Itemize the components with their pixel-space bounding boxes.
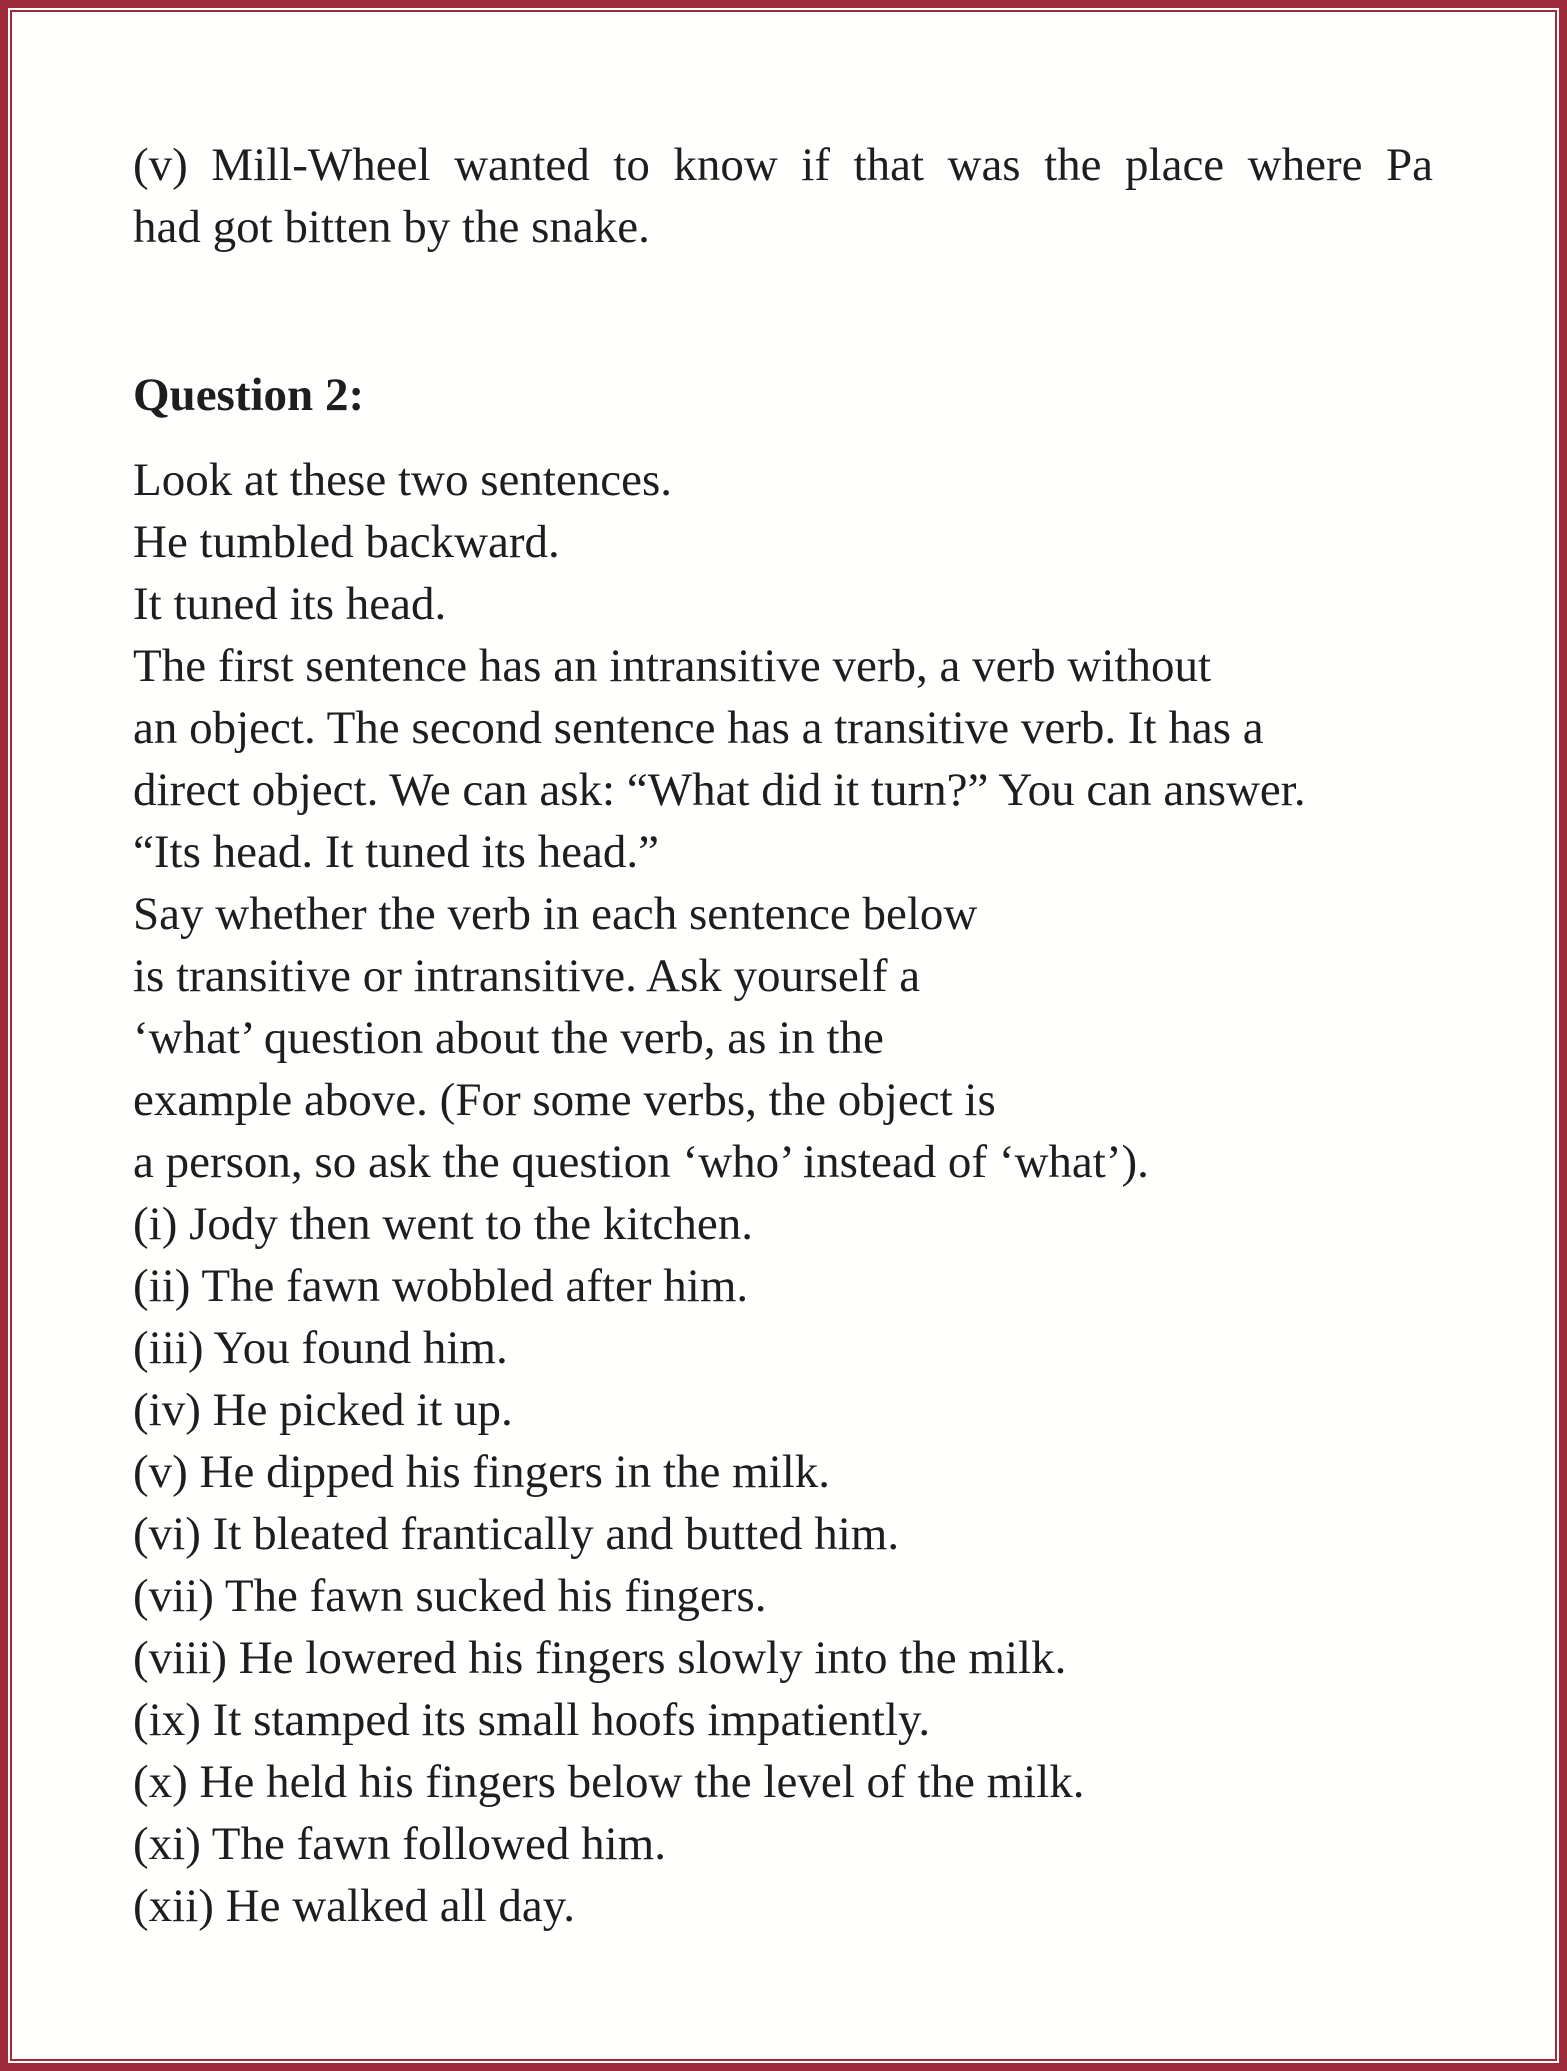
exercise-item: (xi) The fawn followed him.	[133, 1818, 666, 1870]
exercise-item: (xii) He walked all day.	[133, 1880, 575, 1932]
question-body	[133, 449, 1433, 1937]
intro-line: a person, so ask the question ‘who’ instead of ‘what’).	[133, 1136, 1149, 1188]
exercise-item: (viii) He lowered his fingers slowly into the milk.	[133, 1632, 1067, 1684]
exercise-item: (vii) The fawn sucked his fingers.	[133, 1570, 767, 1622]
text-line: had got bitten by the snake.	[133, 201, 650, 253]
exercise-item: (i) Jody then went to the kitchen.	[133, 1198, 753, 1250]
exercise-item: (ii) The fawn wobbled after him.	[133, 1260, 749, 1312]
exercise-item: (iv) He picked it up.	[133, 1384, 513, 1436]
exercise-item: (x) He held his fingers below the level of the milk.	[133, 1756, 1085, 1808]
previous-answer	[133, 134, 1433, 258]
intro-line: The first sentence has an intransitive verb, a verb without	[133, 640, 1212, 692]
exercise-item: (iii) You found him.	[133, 1322, 508, 1374]
intro-line: an object. The second sentence has a transitive verb. It has a	[133, 702, 1264, 754]
exercise-item: (v) He dipped his fingers in the milk.	[133, 1446, 831, 1498]
intro-line: It tuned its head.	[133, 578, 447, 630]
intro-line: Look at these two sentences.	[133, 454, 673, 506]
question-heading: Question 2:	[133, 369, 365, 421]
intro-line: direct object. We can ask: “What did it turn?” You can answer.	[133, 764, 1306, 816]
exercise-item: (vi) It bleated frantically and butted him.	[133, 1508, 900, 1560]
intro-line: ‘what’ question about the verb, as in the	[133, 1012, 884, 1064]
text-line: (v) Mill-Wheel wanted to know if that was the place where Pa	[133, 139, 1433, 191]
exercise-item: (ix) It stamped its small hoofs impatiently.	[133, 1694, 931, 1746]
intro-line: He tumbled backward.	[133, 516, 560, 568]
intro-line: “Its head. It tuned its head.”	[133, 826, 659, 878]
intro-line: example above. (For some verbs, the object is	[133, 1074, 996, 1126]
intro-line: Say whether the verb in each sentence below	[133, 888, 978, 940]
intro-line: is transitive or intransitive. Ask yourself a	[133, 950, 921, 1002]
